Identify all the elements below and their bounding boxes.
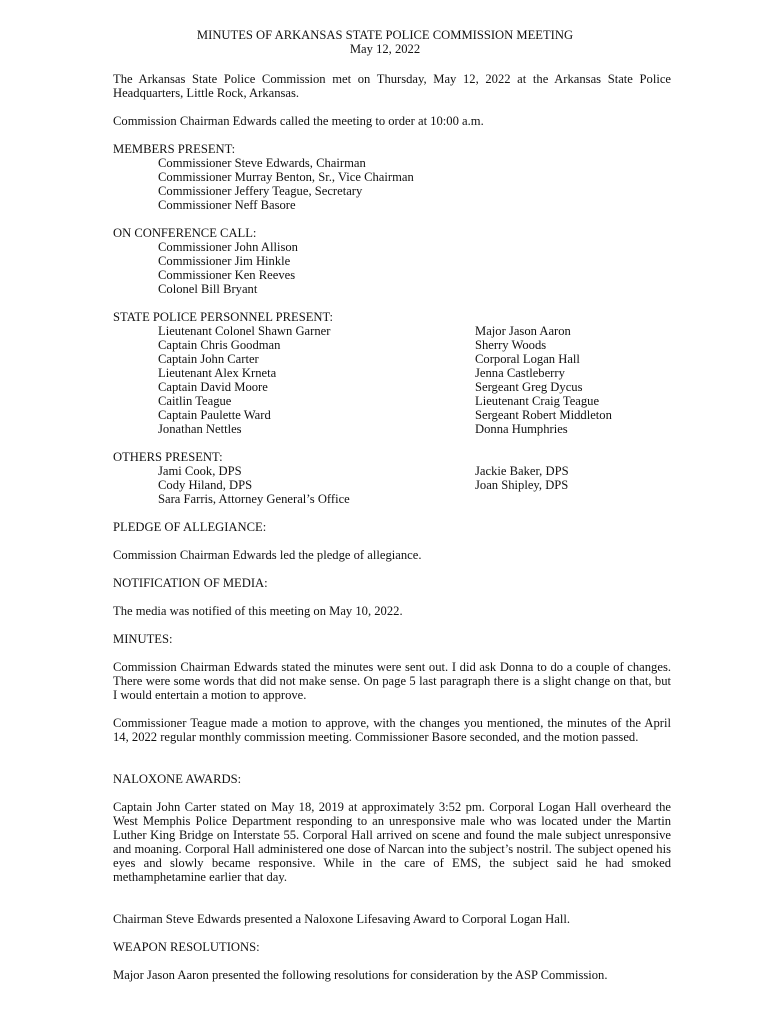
conference-call-heading: ON CONFERENCE CALL: [113, 226, 257, 240]
minutes-paragraph-1: Commission Chairman Edwards stated the minutes were sent out. I did ask Donna to do a couple of changes. There were some words that did not make sense. On page 5 last paragraph there is a slight change on that, but I would entertain a motion to approve. [113, 660, 671, 702]
media-heading: NOTIFICATION OF MEDIA: [113, 576, 268, 590]
others-item: Jami Cook, DPS [158, 464, 242, 478]
others-item: Jackie Baker, DPS [475, 464, 569, 478]
others-item: Joan Shipley, DPS [475, 478, 569, 492]
minutes-heading: MINUTES: [113, 632, 173, 646]
conference-call-item: Colonel Bill Bryant [158, 282, 258, 296]
personnel-heading: STATE POLICE PERSONNEL PRESENT: [113, 310, 334, 324]
member-item: Commissioner Jeffery Teague, Secretary [158, 184, 363, 198]
others-item: Sara Farris, Attorney General’s Office [158, 492, 350, 506]
personnel-item: Lieutenant Craig Teague [475, 394, 600, 408]
personnel-item: Captain Paulette Ward [158, 408, 271, 422]
intro-paragraph: The Arkansas State Police Commission met on Thursday, May 12, 2022 at the Arkansas State Police Headquarters, Little Rock, Arkansas. [113, 72, 671, 100]
pledge-heading: PLEDGE OF ALLEGIANCE: [113, 520, 267, 534]
personnel-item: Caitlin Teague [158, 394, 232, 408]
conference-call-item: Commissioner Jim Hinkle [158, 254, 291, 268]
personnel-item: Lieutenant Alex Krneta [158, 366, 277, 380]
call-to-order: Commission Chairman Edwards called the meeting to order at 10:00 a.m. [113, 114, 484, 128]
personnel-item: Captain Chris Goodman [158, 338, 281, 352]
naloxone-paragraph-1: Captain John Carter stated on May 18, 2019 at approximately 3:52 pm. Corporal Logan Hall overheard the West Memphis Police Department responding to an unresponsive male who was located under the Martin Luther King Bridge on Interstate 55. Corporal Hall arrived on scene and found the male subject unresponsive and moaning. Corporal Hall administered one dose of Narcan into the subject’s nostril. The subject opened his eyes and slowly became responsive. While in the care of EMS, the subject said he had smoked methamphetamine earlier that day. [113, 800, 671, 884]
personnel-item: Corporal Logan Hall [475, 352, 580, 366]
others-item: Cody Hiland, DPS [158, 478, 253, 492]
personnel-item: Sergeant Greg Dycus [475, 380, 583, 394]
members-present-heading: MEMBERS PRESENT: [113, 142, 236, 156]
pledge-text: Commission Chairman Edwards led the pledge of allegiance. [113, 548, 422, 562]
personnel-item: Jenna Castleberry [475, 366, 565, 380]
personnel-item: Lieutenant Colonel Shawn Garner [158, 324, 331, 338]
personnel-item: Sherry Woods [475, 338, 547, 352]
personnel-item: Sergeant Robert Middleton [475, 408, 612, 422]
conference-call-item: Commissioner Ken Reeves [158, 268, 296, 282]
personnel-item: Donna Humphries [475, 422, 568, 436]
member-item: Commissioner Murray Benton, Sr., Vice Chairman [158, 170, 414, 184]
personnel-item: Jonathan Nettles [158, 422, 242, 436]
minutes-paragraph-2: Commissioner Teague made a motion to approve, with the changes you mentioned, the minutes of the April 14, 2022 regular monthly commission meeting. Commissioner Basore seconded, and the motion passed. [113, 716, 671, 744]
member-item: Commissioner Steve Edwards, Chairman [158, 156, 366, 170]
naloxone-heading: NALOXONE AWARDS: [113, 772, 242, 786]
member-item: Commissioner Neff Basore [158, 198, 296, 212]
personnel-item: Captain David Moore [158, 380, 268, 394]
weapon-heading: WEAPON RESOLUTIONS: [113, 940, 260, 954]
personnel-item: Major Jason Aaron [475, 324, 571, 338]
naloxone-paragraph-2: Chairman Steve Edwards presented a Naloxone Lifesaving Award to Corporal Logan Hall. [113, 912, 570, 926]
others-present-heading: OTHERS PRESENT: [113, 450, 223, 464]
document-title: MINUTES OF ARKANSAS STATE POLICE COMMISSION MEETING [196, 28, 574, 42]
personnel-item: Captain John Carter [158, 352, 259, 366]
document-date: May 12, 2022 [349, 42, 421, 56]
media-text: The media was notified of this meeting on May 10, 2022. [113, 604, 403, 618]
conference-call-item: Commissioner John Allison [158, 240, 298, 254]
weapon-text: Major Jason Aaron presented the following resolutions for consideration by the ASP Commission. [113, 968, 608, 982]
